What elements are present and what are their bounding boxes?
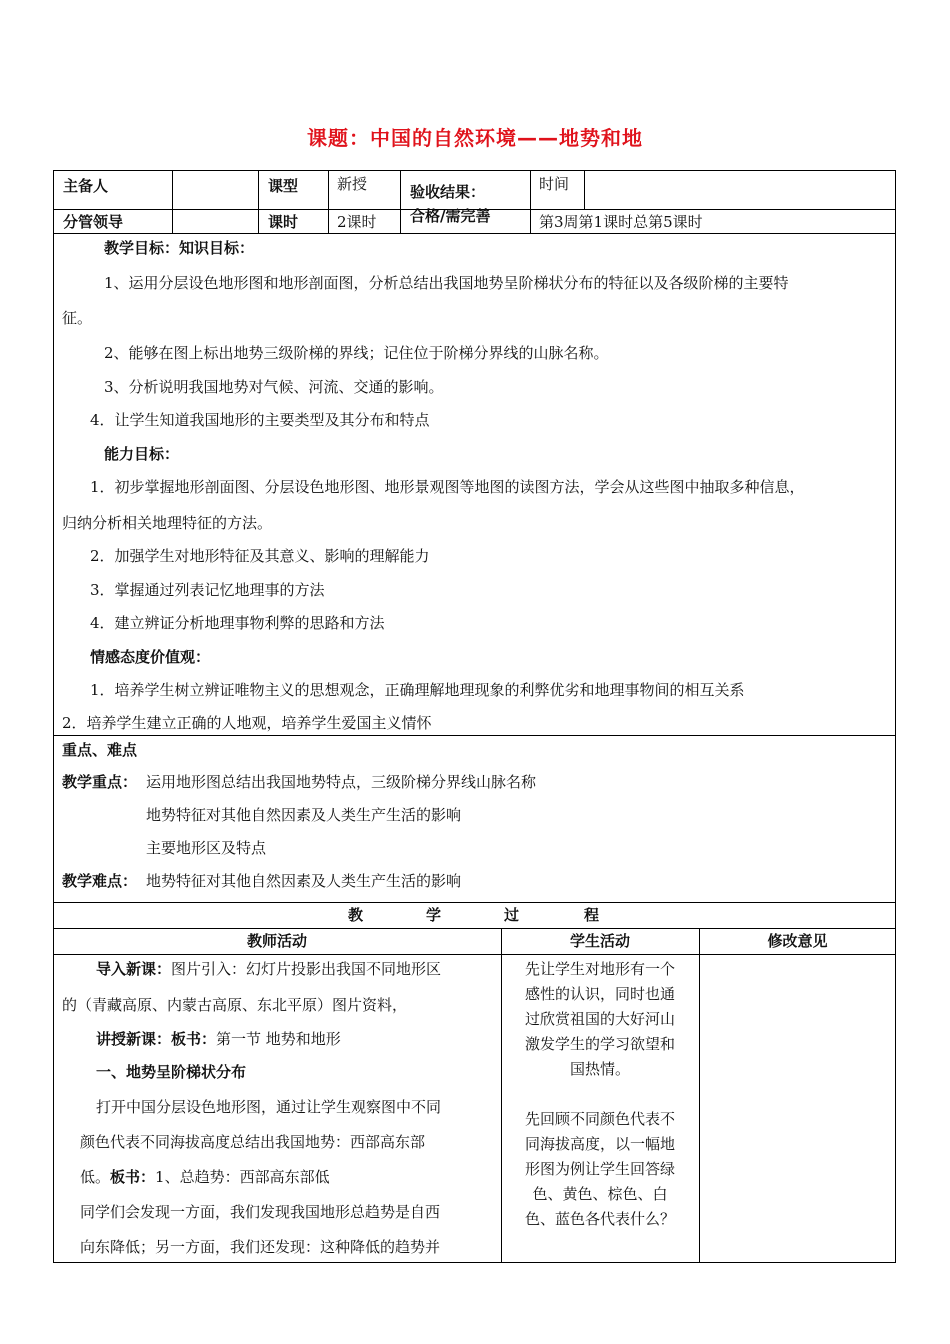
teacher-text: 打开中国分层设色地形图，通过让学生观察图中不同	[96, 1098, 442, 1116]
knowledge-item: 1、运用分层设色地形图和地形剖面图，分析总结出我国地势呈阶梯状分布的特征以及各级阶梯的主要特	[104, 274, 789, 292]
row-divider	[53, 954, 896, 955]
knowledge-item: 征。	[62, 309, 93, 327]
document-title: 课题：中国的自然环境——地势和地	[307, 126, 643, 150]
emotion-item: 2．培养学生建立正确的人地观，培养学生爱国主义情怀	[62, 714, 432, 732]
focus-item: 运用地形图总结出我国地势特点，三级阶梯分界线山脉名称	[146, 773, 537, 791]
process-heading-char: 学	[426, 906, 442, 924]
lesson-hours-label: 课时	[268, 213, 299, 231]
student-text: 形图为例让学生回答绿	[524, 1160, 675, 1178]
process-heading-char: 过	[504, 906, 520, 924]
ability-item: 1．初步掌握地形剖面图、分层设色地形图、地形景观图等地图的读图方法，学会从这些图中抽取多种信息，	[90, 478, 805, 496]
supervisor-label: 分管领导	[63, 213, 124, 231]
lesson-type-label: 课型	[268, 177, 299, 195]
board-label: 板书：	[110, 1168, 156, 1186]
objectives-heading: 教学目标：知识目标：	[104, 239, 255, 257]
section-title: 一、地势呈阶梯状分布	[96, 1063, 247, 1081]
ability-item: 3．掌握通过列表记忆地理事的方法	[90, 581, 325, 599]
student-text: 过欣赏祖国的大好河山	[524, 1010, 675, 1028]
intro-text: 图片引入：幻灯片投影出我国不同地形区	[171, 960, 442, 978]
teacher-text: 向东降低；另一方面，我们还发现：这种降低的趋势并	[80, 1238, 441, 1256]
preparer-label: 主备人	[63, 177, 109, 195]
knowledge-item: 2、能够在图上标出地势三级阶梯的界线；记住位于阶梯分界线的山脉名称。	[104, 344, 609, 362]
student-text: 色、蓝色各代表什么？	[524, 1210, 675, 1228]
intro-line	[96, 959, 441, 979]
revision-header: 修改意见	[767, 932, 828, 950]
knowledge-item: 4．让学生知道我国地形的主要类型及其分布和特点	[90, 411, 430, 429]
check-result-value: 合格/需完善	[410, 207, 491, 225]
column-divider	[530, 170, 531, 233]
student-text: 同海拔高度，以一幅地	[524, 1135, 675, 1153]
column-divider	[328, 170, 329, 233]
column-divider	[400, 170, 401, 233]
teacher-activity-header: 教师活动	[246, 932, 307, 950]
lecture-text: 第一节 地势和地形	[216, 1030, 341, 1048]
focus-item: 主要地形区及特点	[146, 839, 267, 857]
intro-label: 导入新课：	[96, 960, 172, 978]
ability-item: 2．加强学生对地形特征及其意义、影响的理解能力	[90, 547, 430, 565]
row-divider	[53, 735, 896, 736]
student-text: 先让学生对地形有一个	[524, 960, 675, 978]
student-text: 色、黄色、棕色、白	[532, 1185, 668, 1203]
check-result-label: 验收结果：	[410, 183, 486, 201]
column-divider	[172, 170, 173, 233]
student-activity-header: 学生活动	[569, 932, 630, 950]
student-text: 国热情。	[569, 1060, 630, 1078]
key-points-heading: 重点、难点	[62, 741, 138, 759]
focus-item: 地势特征对其他自然因素及人类生产生活的影响	[146, 806, 462, 824]
student-text: 先回顾不同颜色代表不	[524, 1110, 675, 1128]
time-label: 时间	[539, 175, 570, 193]
lesson-hours-value: 2课时	[337, 213, 377, 231]
column-divider	[258, 170, 259, 233]
teacher-text: 同学们会发现一方面，我们发现我国地形总趋势是自西	[80, 1203, 441, 1221]
ability-heading: 能力目标：	[104, 445, 180, 463]
difficulty-label: 教学难点：	[62, 872, 138, 890]
difficulty-text: 地势特征对其他自然因素及人类生产生活的影响	[146, 872, 462, 890]
schedule-text: 第3周第1课时总第5课时	[539, 213, 703, 231]
ability-item: 归纳分析相关地理特征的方法。	[62, 514, 273, 532]
ability-item: 4．建立辨证分析地理事物利弊的思路和方法	[90, 614, 385, 632]
row-divider	[53, 902, 896, 903]
focus-label: 教学重点：	[62, 773, 138, 791]
row-divider	[53, 928, 896, 929]
emotion-heading: 情感态度价值观：	[90, 648, 211, 666]
column-divider	[584, 170, 585, 209]
process-heading-char: 教	[348, 906, 364, 924]
row-divider	[53, 233, 896, 234]
column-divider	[699, 928, 700, 1263]
board-line	[80, 1167, 330, 1187]
teacher-text: 低。	[80, 1168, 111, 1186]
process-heading-char: 程	[584, 906, 600, 924]
student-text: 感性的认识，同时也通	[524, 985, 675, 1003]
student-text: 激发学生的学习欲望和	[524, 1035, 675, 1053]
lecture-line	[96, 1029, 341, 1049]
teacher-text: 颜色代表不同海拔高度总结出我国地势：西部高东部	[80, 1133, 426, 1151]
knowledge-item: 3、分析说明我国地势对气候、河流、交通的影响。	[104, 378, 444, 396]
emotion-item: 1．培养学生树立辨证唯物主义的思想观念，正确理解地理现象的利弊优劣和地理事物间的相互关系	[90, 681, 745, 699]
board-text: 1、总趋势：西部高东部低	[155, 1168, 330, 1186]
lesson-type-value: 新授	[337, 175, 368, 193]
lecture-label: 讲授新课：板书：	[96, 1030, 217, 1048]
teacher-text: 的（青藏高原、内蒙古高原、东北平原）图片资料，	[62, 996, 408, 1014]
